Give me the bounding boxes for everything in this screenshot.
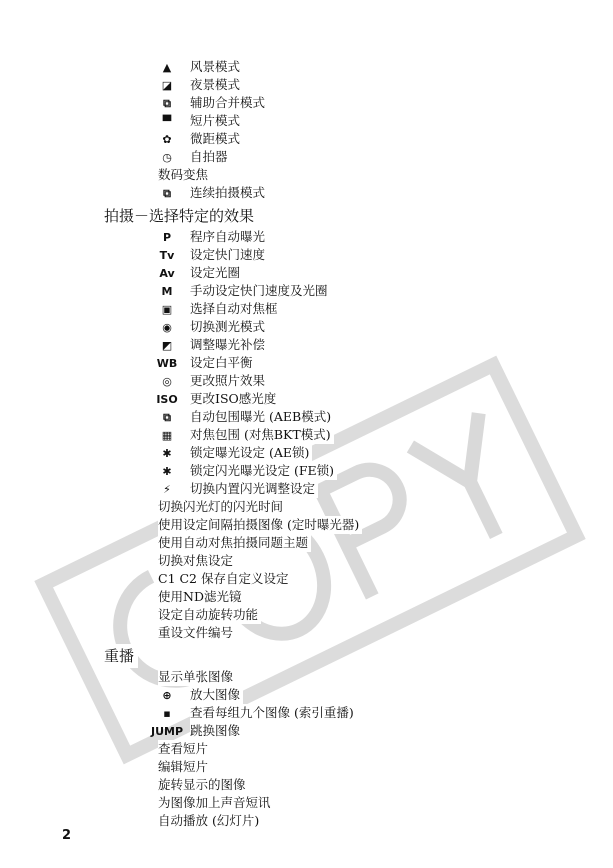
toc-entry-title: 辅助合并模式	[190, 94, 268, 112]
magnify-icon: ⊕	[162, 688, 172, 702]
self-timer-icon: ◷	[162, 150, 172, 164]
toc-entry-title: 风景模式	[190, 58, 243, 76]
toc-entry-title: 使用设定间隔拍摄图像 (定时曝光器)	[158, 516, 362, 534]
white-balance-icon: WB	[156, 356, 178, 370]
toc-entry-title: 使用自动对焦拍摄同题主题	[158, 534, 311, 552]
movie-icon: ▀	[162, 114, 172, 128]
fe-lock-icon: ✱	[162, 464, 172, 478]
toc-entry-title: 程序自动曝光	[190, 228, 268, 246]
toc-entry-title: 跳换图像	[190, 722, 243, 740]
toc-entry-title: 查看短片	[158, 740, 211, 758]
toc-section-title: 重播	[104, 644, 138, 668]
toc-entry-title: 放大图像	[190, 686, 243, 704]
toc-entry-title: 切换对焦设定	[158, 552, 236, 570]
metering-icon: ◉	[162, 320, 172, 334]
continuous-shooting-icon: ⧉	[163, 186, 171, 200]
toc-entry-title: 旋转显示的图像	[158, 776, 249, 794]
toc-entry-title: 设定快门速度	[190, 246, 268, 264]
toc-entry-title: 自动包围曝光 (AEB模式)	[190, 408, 334, 426]
toc-entry-title: 设定白平衡	[190, 354, 256, 372]
toc-entry-title: 手动设定快门速度及光圈	[190, 282, 331, 300]
toc-entry-title: 设定光圈	[190, 264, 243, 282]
exposure-compensation-icon: ◩	[161, 338, 173, 352]
toc-entry-title: 切换测光模式	[190, 318, 268, 336]
toc-entry-title: 锁定曝光设定 (AE锁)	[190, 444, 312, 462]
toc-entry-title: 夜景模式	[190, 76, 243, 94]
toc-entry-title: 数码变焦	[158, 166, 211, 184]
toc-entry-title: 重设文件编号	[158, 624, 236, 642]
toc-entry-title: 锁定闪光曝光设定 (FE锁)	[190, 462, 337, 480]
toc-entry-title: 连续拍摄模式	[190, 184, 268, 202]
toc-entry-title: 微距模式	[190, 130, 243, 148]
landscape-icon: ▲	[162, 60, 172, 74]
toc-entry-title: 更改ISO感光度	[190, 390, 279, 408]
flash-adjust-icon: ⚡	[163, 482, 171, 496]
toc-entry-title: 更改照片效果	[190, 372, 268, 390]
page-number: 2	[62, 828, 72, 843]
toc-entry-title: 查看每组九个图像 (索引重播)	[190, 704, 357, 722]
toc-entry-title: 设定自动旋转功能	[158, 606, 261, 624]
tv-mode-icon: Tv	[159, 248, 175, 262]
toc-entry-title: 切换闪光灯的闪光时间	[158, 498, 286, 516]
stitch-assist-icon: ⧉	[163, 96, 171, 110]
av-mode-icon: Av	[159, 266, 175, 280]
toc-entry-title: 为图像加上声音短讯	[158, 794, 274, 812]
toc-entry-title: 短片模式	[190, 112, 243, 130]
toc-entry-title: 显示单张图像	[158, 668, 236, 686]
photo-effect-icon: ◎	[162, 374, 172, 388]
toc-entry-title: C1 C2 保存自定义设定	[158, 570, 291, 588]
ae-lock-icon: ✱	[162, 446, 172, 460]
macro-icon: ✿	[162, 132, 172, 146]
iso-icon: ISO	[156, 392, 178, 406]
night-scene-icon: ◪	[161, 78, 173, 92]
watermark-letter-y	[410, 413, 530, 552]
toc-entry-title: 切换内置闪光调整设定	[190, 480, 318, 498]
manual-m-icon: M	[161, 284, 173, 298]
af-frame-icon: ▣	[161, 302, 173, 316]
focus-bracketing-icon: ▦	[161, 428, 173, 442]
toc-entry-title: 自拍器	[190, 148, 231, 166]
jump-icon: JUMP	[150, 724, 184, 738]
toc-entry-title: 选择自动对焦框	[190, 300, 281, 318]
toc-entry-title: 调整曝光补偿	[190, 336, 268, 354]
toc-section-title: 拍摄－选择特定的效果	[104, 204, 258, 228]
toc-entry-title: 编辑短片	[158, 758, 211, 776]
toc-entry-title: 使用ND滤光镜	[158, 588, 244, 606]
toc-entry-title: 对焦包围 (对焦BKT模式)	[190, 426, 334, 444]
aeb-icon: ⧉	[163, 410, 171, 424]
toc-entry-title: 自动播放 (幻灯片)	[158, 812, 262, 830]
program-p-icon: P	[162, 230, 172, 244]
index-icon: ▪	[163, 706, 171, 720]
